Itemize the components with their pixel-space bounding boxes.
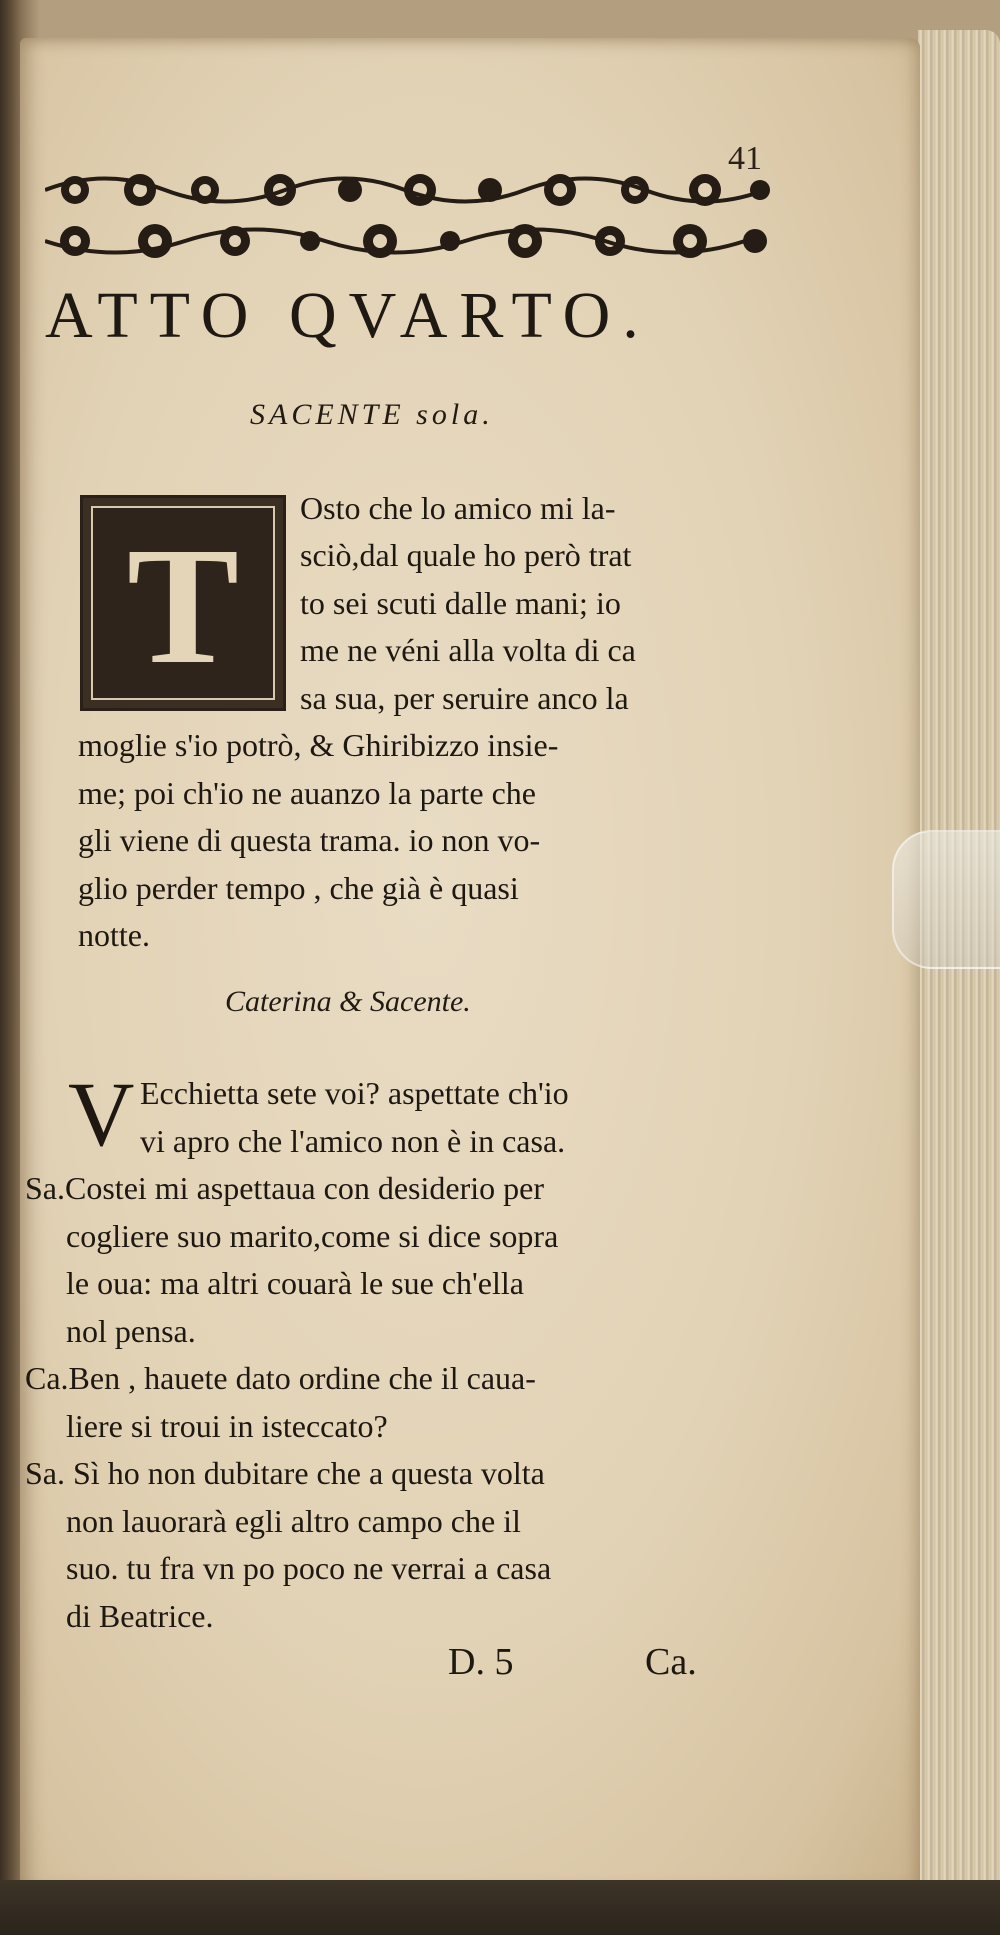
- drop-cap-frame: [91, 506, 275, 700]
- dialogue-line: le oua: ma altri couarà le sue ch'ella: [66, 1265, 524, 1301]
- background-band: [0, 1880, 1000, 1935]
- dialogue-line: cogliere suo marito,come si dice sopra: [66, 1218, 559, 1254]
- scene-heading-caterina-sacente: Caterina & Sacente.: [225, 985, 471, 1018]
- signature-mark: D. 5: [448, 1641, 514, 1683]
- text-line: Osto che lo amico mi la-: [300, 490, 616, 526]
- dialogue-line: liere si troui in isteccato?: [66, 1408, 388, 1444]
- text-line: sa sua, per seruire anco la: [300, 680, 629, 716]
- catchword: Ca.: [645, 1641, 697, 1683]
- dialogue-line: Ecchietta sete voi? aspettate ch'io: [140, 1075, 569, 1111]
- text-line: sciò,dal quale ho però trat: [300, 537, 632, 573]
- text-line: to sei scuti dalle mani; io: [300, 585, 621, 621]
- drop-cap: [80, 495, 286, 711]
- dialogue-line: Ca.Ben , hauete dato ordine che il caua-: [25, 1360, 536, 1396]
- ornament-band-top: [45, 167, 775, 213]
- dialogue-line: Sa. Sì ho non dubitare che a questa volta: [25, 1455, 545, 1491]
- ornament-band-bottom: [45, 218, 775, 264]
- page-number: 41: [728, 140, 762, 177]
- plastic-clip: [892, 830, 1000, 969]
- text-line: me ne véni alla volta di ca: [300, 632, 636, 668]
- initial-letter-v: V: [68, 1063, 135, 1165]
- dialogue-line: suo. tu fra vn po poco ne verrai a casa: [66, 1550, 552, 1586]
- dialogue-line: vi apro che l'amico non è in casa.: [140, 1123, 566, 1159]
- text-line: moglie s'io potrò, & Ghiribizzo insie-: [78, 727, 559, 763]
- text-line: notte.: [78, 917, 150, 953]
- drop-cap-letter: T: [126, 513, 240, 699]
- dialogue-line: di Beatrice.: [66, 1598, 214, 1634]
- scene-heading-sacente: SACENTE sola.: [250, 398, 494, 431]
- text-line: gli viene di questa trama. io non vo-: [78, 822, 541, 858]
- dialogue-line: Sa.Costei mi aspettaua con desiderio per: [25, 1170, 544, 1206]
- text-line: me; poi ch'io ne auanzo la parte che: [78, 775, 536, 811]
- text-line: glio perder tempo , che già è quasi: [78, 870, 519, 906]
- dialogue-line: nol pensa.: [66, 1313, 196, 1349]
- act-title: ATTO QVARTO.: [45, 279, 651, 352]
- dialogue-line: non lauorarà egli altro campo che il: [66, 1503, 521, 1539]
